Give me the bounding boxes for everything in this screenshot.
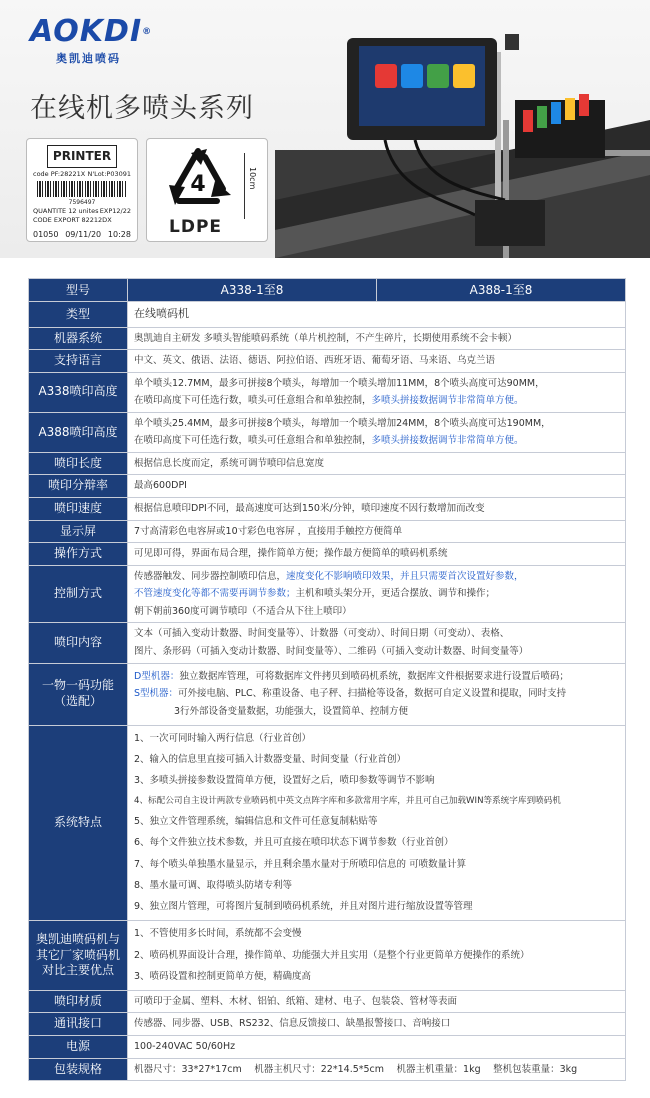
header-a338: A338-1至8 — [128, 279, 377, 302]
a338-line2: 在喷印高度下可任选行数，喷头可任意组合和单独控制， — [134, 395, 372, 407]
row-key-package: 包装规格 — [29, 1058, 128, 1081]
compare-item: 1、不管使用多长时间，系统都不会变慢 — [134, 928, 302, 940]
row-value-type: 在线喷码机 — [128, 302, 626, 327]
page-title: 在线机多喷头系列 — [30, 93, 254, 124]
logo-subtitle: 奥凯迪喷码 — [56, 52, 121, 65]
row-value-a388 — [128, 412, 626, 452]
row-value-control — [128, 565, 626, 623]
row-value-power: 100-240VAC 50/60Hz — [128, 1035, 626, 1058]
row-value-length: 根据信息长度而定，系统可调节喷印信息宽度 — [128, 452, 626, 475]
row-key-type: 类型 — [29, 302, 128, 327]
feature-item: 5、独立文件管理系统，编辑信息和文件可任意复制粘贴等 — [134, 815, 378, 827]
barcode-number: 7596497 — [68, 198, 96, 206]
recycle-number: 4 — [190, 172, 206, 197]
row-value-screen: 7寸高清彩色电容屏或10寸彩色电容屏 ，直接用手触控方便简单 — [128, 520, 626, 543]
header-model: 型号 — [29, 279, 128, 302]
row-key-power: 电源 — [29, 1035, 128, 1058]
row-key-speed: 喷印速度 — [29, 498, 128, 521]
label-quantity: QUANTITE 12 unites — [33, 207, 99, 216]
a338-line1: 单个喷头12.7MM，最多可拼接8个喷头，每增加一个喷头增加11MM，8个喷头高度可达90MM， — [134, 377, 545, 389]
row-key-a338: A338喷印高度 — [29, 372, 128, 412]
onecode-s-text1: 可外接电脑、PLC、称重设备、电子秤、扫描枪等设备，数据可自定义设置和提取，同时支持 — [178, 688, 567, 700]
row-key-compare: 奥凯迪喷码机与其它厂家喷码机对比主要优点 — [29, 920, 128, 990]
row-value-package: 机器尺寸：33*27*17cm 机器主机尺寸：22*14.5*5cm 机器主机重量：1kg 整机包装重量：3kg — [128, 1058, 626, 1081]
printer-label-title: PRINTER — [47, 145, 117, 168]
dimension-line — [244, 153, 245, 219]
control-p2: 主机和喷头架分开，更适合摆放、调节和操作； — [295, 588, 496, 600]
dimension-text: 10cm — [248, 167, 257, 190]
onecode-key1: 一物一码功能 — [41, 678, 114, 693]
row-key-interface: 通讯接口 — [29, 1013, 128, 1036]
compare-item: 3、喷码设置和控制更简单方便，精确度高 — [134, 971, 312, 983]
feature-item: 3、多喷头拼接参数设置简单方便，设置好之后，喷印参数等调节不影响 — [134, 775, 435, 787]
a338-highlight: 多喷头拼接数据调节非常简单方便。 — [371, 395, 524, 407]
control-hl1: 速度变化不影响喷印效果，并且只需要首次设置好参数， — [286, 570, 524, 582]
logo-text: AOKDI — [30, 14, 143, 49]
row-value-interface: 传感器、同步器、USB、RS232、信息反馈接口、缺墨报警接口、音响接口 — [128, 1013, 626, 1036]
compare-item: 2、喷码机界面设计合理，操作简单、功能强大并且实用（是整个行业更简单方便操作的系统） — [134, 949, 530, 961]
row-value-operate: 可见即可得，界面布局合理，操作简单方便；操作最方便简单的喷码机系统 — [128, 543, 626, 566]
feature-item: 7、每个喷头单独墨水量显示，并且剩余墨水量对于所喷印信息的 可喷数量计算 — [134, 858, 467, 870]
onecode-d-text: 独立数据库管理，可将数据库文件拷贝到喷码机系统，数据库文件根据要求进行设置后喷码； — [179, 670, 569, 682]
label-code: code PF:28221X — [33, 169, 86, 178]
label-exp: EXP12/22 — [99, 207, 131, 216]
row-value-material: 可喷印于金属、塑料、木材、铝铂、纸箱、建材、电子、包装袋、管材等表面 — [128, 990, 626, 1013]
row-value-features — [128, 725, 626, 920]
row-key-a388: A388喷印高度 — [29, 412, 128, 452]
label-num: 01050 — [33, 230, 59, 240]
row-value-a338 — [128, 372, 626, 412]
row-key-length: 喷印长度 — [29, 452, 128, 475]
feature-item: 9、独立图片管理，可将图片复制到喷码机系统，并且对图片进行缩放设置等管理 — [134, 901, 473, 913]
content-line2: 图片、条形码（可插入变动计数器、时间变量等）、二维码（可插入变动计数器、时间变量等） — [134, 645, 529, 657]
header-banner — [0, 0, 650, 258]
row-value-compare — [128, 920, 626, 990]
row-value-speed: 根据信息喷印DPI不同，最高速度可达到150米/分钟，喷印速度不因行数增加而改变 — [128, 498, 626, 521]
row-key-material: 喷印材质 — [29, 990, 128, 1013]
spec-table — [28, 278, 625, 1081]
row-key-operate: 操作方式 — [29, 543, 128, 566]
recycle-code: LDPE — [169, 217, 223, 237]
control-p3: 朝下朝前360度可调节喷印（不适合从下往上喷印） — [134, 605, 352, 617]
row-value-onecode — [128, 663, 626, 725]
printer-sample-label — [26, 138, 138, 242]
row-key-lang: 支持语言 — [29, 350, 128, 373]
row-key-content: 喷印内容 — [29, 623, 128, 663]
row-value-content — [128, 623, 626, 663]
feature-item: 2、输入的信息里直接可插入计数器变量、时间变量（行业首创） — [134, 753, 407, 765]
label-lot: N'Lot:P03091 — [87, 169, 131, 178]
feature-item: 1、一次可同时输入两行信息（行业首创） — [134, 732, 312, 744]
a388-line1: 单个喷头25.4MM，最多可拼接8个喷头，每增加一个喷头增加24MM，8个喷头高度可达190MM， — [134, 417, 551, 429]
control-hl2: 不管速度变化等都不需要再调节参数； — [134, 588, 296, 600]
registered-mark: ® — [142, 26, 153, 37]
onecode-key2: （选配） — [53, 694, 102, 709]
header-a388: A388-1至8 — [377, 279, 626, 302]
feature-item: 4、标配公司自主设计两款专业喷码机中英文点阵字库和多款常用字库，并且可自己加载WIN等系统字库到喷码机 — [134, 795, 561, 806]
a388-line2: 在喷印高度下可任选行数，喷头可任意组合和单独控制， — [134, 435, 372, 447]
inkjet-machine-photo — [275, 0, 650, 258]
row-value-dpi: 最高600DPI — [128, 475, 626, 498]
label-date: 09/11/20 — [65, 230, 102, 240]
row-value-system: 奥凯迪自主研发 多喷头智能喷码系统（单片机控制，不产生碎片，长期使用系统不会卡顿） — [128, 327, 626, 350]
feature-item: 6、每个文件独立技术参数，并且可直接在喷印状态下调节参数（行业首创） — [134, 837, 454, 849]
feature-item: 8、墨水量可调、取得喷头防堵专利等 — [134, 880, 293, 892]
row-key-onecode — [29, 663, 128, 725]
brand-logo — [30, 14, 160, 70]
label-export-code: CODE EXPORT 82212DX — [33, 216, 112, 225]
onecode-d-label: D型机器： — [134, 670, 180, 682]
row-key-dpi: 喷印分辩率 — [29, 475, 128, 498]
row-value-lang: 中文、英文、俄语、法语、德语、阿拉伯语、西班牙语、葡萄牙语、马来语、乌克兰语 — [128, 350, 626, 373]
row-key-screen: 显示屏 — [29, 520, 128, 543]
onecode-s-label: S型机器： — [134, 688, 179, 700]
row-key-control: 控制方式 — [29, 565, 128, 623]
recycle-sample-label — [146, 138, 268, 242]
content-line1: 文本（可插入变动计数器、时间变量等）、计数器（可变动）、时间日期（可变动）、表格、 — [134, 628, 510, 640]
label-time: 10:28 — [107, 230, 131, 240]
row-key-features: 系统特点 — [29, 725, 128, 920]
recycle-triangle-icon — [155, 145, 241, 221]
onecode-s-text2: 3行外部设备变量数据，功能强大，设置简单、控制方便 — [174, 705, 409, 717]
row-key-system: 机器系统 — [29, 327, 128, 350]
control-p1: 传感器触发、同步器控制喷印信息， — [134, 570, 287, 582]
a388-highlight: 多喷头拼接数据调节非常简单方便。 — [371, 435, 524, 447]
barcode-graphic — [37, 181, 127, 197]
